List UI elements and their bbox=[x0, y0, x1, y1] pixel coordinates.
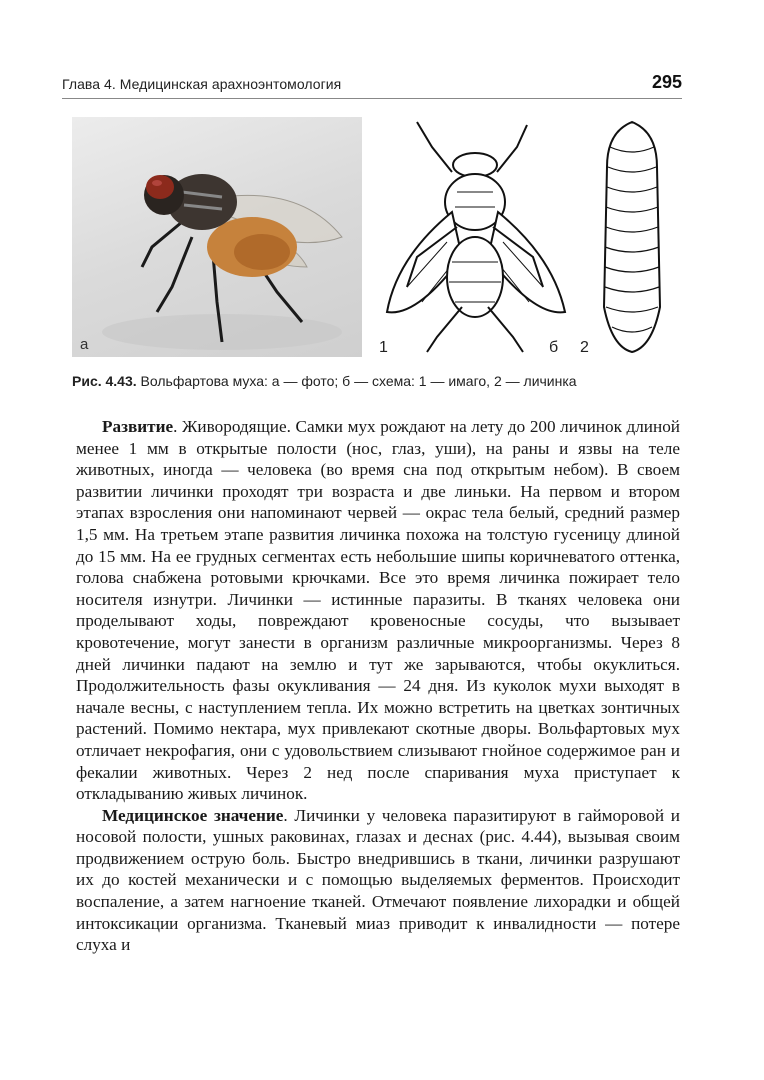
heading-development: Развитие bbox=[102, 417, 174, 436]
fig-label-2: 2 bbox=[580, 339, 589, 356]
caption-number: Рис. 4.43. bbox=[72, 373, 137, 389]
text-medical-significance: . Личинки у человека паразитируют в гайморовой и носовой полости, ушных раковинах, глазах и деснах (рис. 4.44), вызывая своим продвижением острую боль. Быстро внедрившись в ткани, личинки разрушают их до костей механически и с помощью выделяемых ферментов. Происходит воспаление, а затем нагноение тканей. Отмечают появление лихорадки и общей интоксикации организма. Тканевый миаз приводит к инвалидности — потере слуха и bbox=[76, 805, 681, 955]
figure-caption bbox=[72, 373, 692, 389]
running-title: Глава 4. Медицинская арахноэнтомология bbox=[62, 76, 342, 92]
text-development: . Живородящие. Самки мух рождают на лету до 200 личинок длиной менее 1 мм в открытые полости (нос, глаз, уши), на раны и язвы на теле животных, иногда — человека (во время сна под открытым небом). В своем развитии личинки проходят три возраста и две линьки. На первом и втором этапах взросления они напоминают червей — окрас тела белый, средний размер 1,5 мм. На третьем этапе развития личинка похожа на толстую гусеницу длиной до 15 мм. На ее грудных сегментах есть небольшие шипы коричневатого оттенка, голова снабжена ротовыми крючками. Все это время личинка пожирает тело носителя изнутри. Личинки — истинные паразиты. В тканях человека они проделывают ходы, повреждают кровеносные сосуды, что вызывает кровотечение, могут занести в организм различные микроорганизмы. Через 8 дней личинки падают на землю и тут же зарываются, чтобы окуклиться. Продолжительность фазы окукливания — 24 дня. Из куколок мухи выходят в начале весны, с наступлением тепла. Их можно встретить на цветках зонтичных растений. Помимо нектара, мух привлекают скотные дворы. Вольфартовых мух отличает некрофагия, они с удовольствием слизывают гнойное содержимое ран и фекалии животных. Через 2 нед после спаривания муха приступает к откладыванию живых личинок. bbox=[76, 417, 680, 804]
larva-scheme bbox=[580, 117, 672, 357]
fig-label-b: б bbox=[549, 339, 559, 356]
photo-label-a: а bbox=[80, 336, 89, 353]
fly-scheme-imago bbox=[377, 117, 577, 357]
page-header bbox=[62, 72, 682, 94]
fig-label-1: 1 bbox=[379, 339, 388, 356]
page-number: 295 bbox=[651, 72, 682, 92]
figure-4-43 bbox=[72, 117, 672, 362]
header-rule bbox=[62, 98, 682, 99]
fly-photo-drawing bbox=[72, 117, 362, 357]
heading-medical-significance: Медицинское значение bbox=[102, 805, 284, 825]
fly-photo bbox=[72, 117, 362, 357]
body-text bbox=[76, 416, 680, 956]
imago-drawing bbox=[377, 117, 577, 357]
paragraph-development bbox=[76, 416, 680, 805]
paragraph-medical-significance bbox=[76, 805, 680, 956]
caption-text: Вольфартова муха: а — фото; б — схема: 1 — имаго, 2 — личинка bbox=[136, 373, 577, 389]
larva-drawing bbox=[592, 117, 672, 357]
